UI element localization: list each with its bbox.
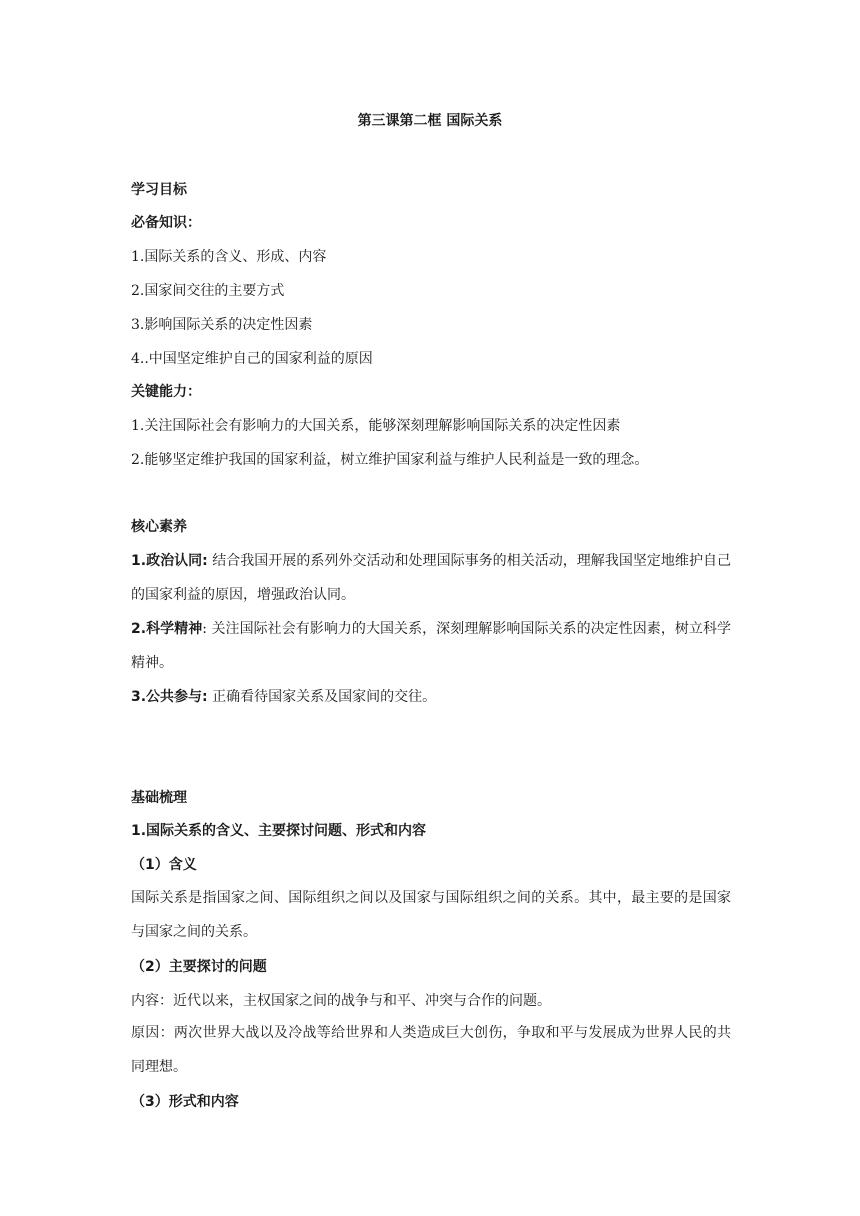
definition-paragraph: 国际关系是指国家之间、国际组织之间以及国家与国际组织之间的关系。其中，最主要的是国家与国家之间的关系。 xyxy=(131,890,731,940)
literacy-item xyxy=(131,612,731,680)
issue-reason: 原因：两次世界大战以及冷战等给世界和人类造成巨大创伤，争取和平与发展成为世界人民的共同理想。 xyxy=(131,1025,731,1075)
ability-item: 2.能够坚定维护我国的国家利益，树立维护国家利益与维护人民利益是一致的理念。 xyxy=(131,452,649,468)
literacy-text: : 关注国际社会有影响力的大国关系，深刻理解影响国际关系的决定性因素，树立科学精神。 xyxy=(131,621,732,671)
section-heading: 1.国际关系的含义、主要探讨问题、形式和内容 xyxy=(131,823,427,839)
ability-heading: 关键能力： xyxy=(131,384,201,400)
literacy-heading: 核心素养 xyxy=(131,519,187,535)
literacy-label: 1.政治认同: xyxy=(131,553,208,569)
literacy-text: 结合我国开展的系列外交活动和处理国际事务的相关活动，理解我国坚定地维护自己的国家利益的原因，增强政治认同。 xyxy=(131,553,731,603)
subsection-heading: （1）含义 xyxy=(131,857,197,873)
objectives-heading: 学习目标 xyxy=(131,182,187,198)
subsection-heading: （3）形式和内容 xyxy=(131,1094,239,1110)
page-title: 第三课第二框 国际关系 xyxy=(357,113,503,129)
literacy-label: 3.公共参与: xyxy=(131,689,208,705)
knowledge-item: 4..中国坚定维护自己的国家利益的原因 xyxy=(131,351,373,367)
subsection-heading: （2）主要探讨的问题 xyxy=(131,959,267,975)
knowledge-item: 2.国家间交往的主要方式 xyxy=(131,283,285,299)
literacy-item xyxy=(131,544,731,612)
ability-item: 1.关注国际社会有影响力的大国关系，能够深刻理解影响国际关系的决定性因素 xyxy=(131,418,621,434)
issue-content: 内容：近代以来，主权国家之间的战争与和平、冲突与合作的问题。 xyxy=(131,993,551,1009)
knowledge-heading: 必备知识： xyxy=(131,215,201,231)
knowledge-item: 3.影响国际关系的决定性因素 xyxy=(131,317,313,333)
literacy-item xyxy=(131,680,731,714)
knowledge-item: 1.国际关系的含义、形成、内容 xyxy=(131,249,327,265)
literacy-label: 2.科学精神 xyxy=(131,621,203,637)
basics-heading: 基础梳理 xyxy=(131,790,187,806)
literacy-text: 正确看待国家关系及国家间的交往。 xyxy=(207,689,437,705)
